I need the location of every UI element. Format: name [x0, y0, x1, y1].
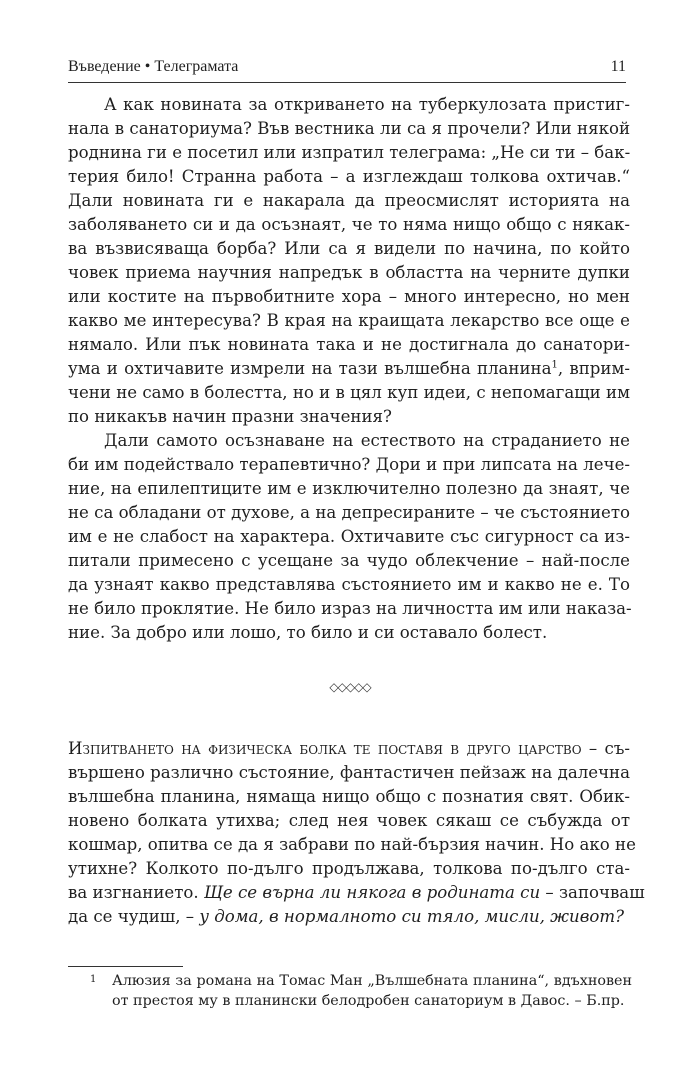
text-line: заболяването си и да осъзнаят, че то няма нищо общо с някак-: [68, 215, 630, 234]
footnote-line: Алюзия за романа на Томас Ман „Вълшебната планина“, вдъхновен: [112, 973, 632, 989]
text-line: А как новината за откриването на туберкулозата пристиг-: [104, 95, 630, 114]
footnote-line: от престоя му в планински белодробен санаториум в Давос. – Б.пр.: [112, 993, 625, 1009]
text-line: ние, на епилептиците им е изключително полезно да знаят, че: [68, 479, 630, 498]
text-line: Дали самото осъзнаване на естеството на страданието не: [104, 431, 630, 450]
text-line: Дали новината ги е накарала да преосмислят историята на: [68, 191, 630, 210]
text-segment: ума и охтичавите измрели на тази вълшебна планина: [68, 359, 552, 378]
text-line: да узнаят какво представлява състоянието им и какво не е. То: [68, 575, 630, 594]
text-segment: – започваш: [540, 883, 645, 902]
text-line: им е не слабост на характера. Охтичавите със сигурност са из-: [68, 527, 630, 546]
footnote-rule: [68, 966, 183, 967]
text-line: ние. За добро или лошо, то било и си оставало болест.: [68, 623, 548, 642]
text-line: нямало. Или пък новината така и не достигнала до санатори-: [68, 335, 630, 354]
page-number: 11: [610, 58, 626, 75]
text-line: кошмар, опитва се да я забрави по най-бързия начин. Но ако не: [68, 835, 636, 854]
text-line: [68, 881, 645, 905]
text-line: по никакъв начин празни значения?: [68, 407, 392, 426]
text-line: човек приема научния напредък в областта на черните дупки: [68, 263, 630, 282]
text-line: [68, 905, 630, 929]
text-line: чени не само в болестта, но и в цял куп идеи, с непомагащи им: [68, 383, 630, 402]
text-line: не било проклятие. Не било израз на личността им или наказа-: [68, 599, 632, 618]
footnote-number: 1: [90, 974, 97, 985]
text-line: би им подействало терапевтично? Дори и при липсата на лече-: [68, 455, 630, 474]
running-header: [68, 58, 626, 76]
footnote-reference[interactable]: 1: [551, 359, 558, 371]
text-segment: , вприм-: [557, 359, 630, 378]
text-line: вършено различно състояние, фантастичен пейзаж на далечна: [68, 763, 630, 782]
text-segment: да се чудиш, –: [68, 907, 200, 926]
text-line: [68, 357, 630, 381]
text-line: новено болката утихва; след нея човек сякаш се събужда от: [68, 811, 630, 830]
text-line: утихне? Колкото по-дълго продължава, толкова по-дълго ста-: [68, 859, 630, 878]
text-line: ва възвисяваща борба? Или са я видели по начина, по който: [68, 239, 630, 258]
header-rule: [68, 82, 626, 83]
text-line: вълшебна планина, нямаща нищо общо с познатия свят. Обик-: [68, 787, 630, 806]
italic-text: Ще се върна ли някога в родината си: [203, 883, 541, 902]
text-segment: ва изгнанието.: [68, 883, 204, 902]
text-line: роднина ги е посетил или изпратил телеграма: „Не си ти – бак-: [68, 143, 631, 162]
text-line: терия било! Странна работа – а изглеждаш толкова охтичав.“: [68, 167, 630, 186]
running-title: Въведение • Телеграмата: [68, 58, 239, 75]
text-line: питали примесено с усещане за чудо облекчение – най-после: [68, 551, 630, 570]
text-line: какво ме интересува? В края на краищата лекарство все още е: [68, 311, 630, 330]
lead-in-small-caps: Изпитването на физическа болка те поставя в друго царство: [68, 739, 582, 758]
italic-text: у дома, в нормалното си тяло, мисли, живот?: [199, 907, 625, 926]
text-segment: – съ-: [581, 739, 630, 758]
section-divider-ornament: ◇◇◇◇◇: [329, 680, 371, 694]
text-line: или костите на първобитните хора – много интересно, но мен: [68, 287, 630, 306]
text-line: [68, 737, 630, 761]
text-line: не са обладани от духове, а на депресираните – че състоянието: [68, 503, 630, 522]
text-line: нала в санаториума? Във вестника ли са я прочели? Или някой: [68, 119, 630, 138]
